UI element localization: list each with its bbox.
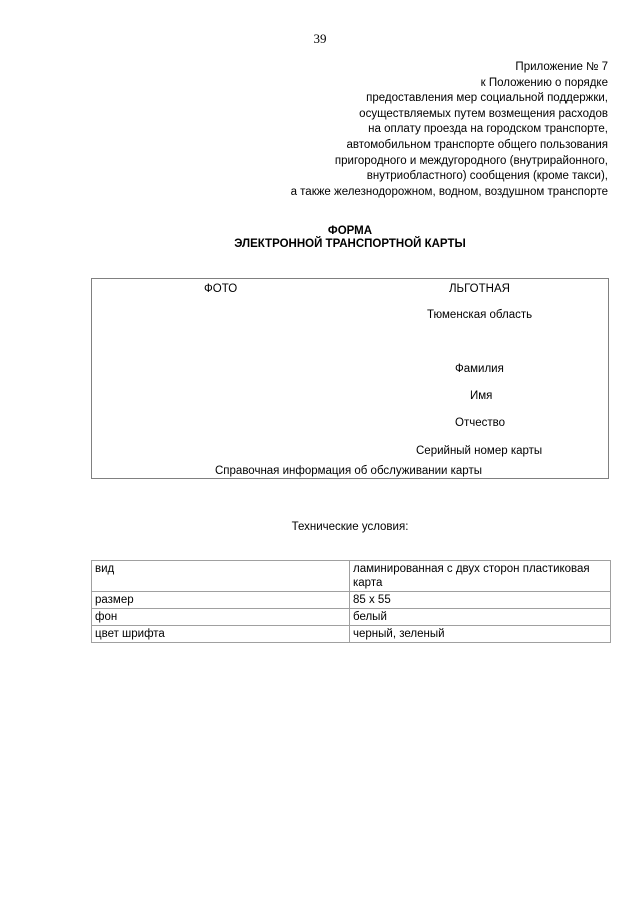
card-last-name-label: Фамилия	[455, 363, 504, 375]
appendix-line: осуществляемых путем возмещения расходов	[359, 107, 608, 120]
spec-name: фон	[92, 609, 350, 626]
card-serial-label: Серийный номер карты	[416, 445, 543, 457]
appendix-line: автомобильном транспорте общего пользования	[346, 138, 608, 151]
spec-value: 85 x 55	[350, 592, 611, 609]
appendix-line: предоставления мер социальной поддержки,	[366, 92, 608, 105]
form-title	[0, 225, 640, 251]
card-type-label: ЛЬГОТНАЯ	[449, 283, 510, 295]
card-region-label: Тюменская область	[427, 309, 533, 321]
specs-table	[91, 560, 611, 643]
tech-conditions-title: Технические условия:	[291, 521, 409, 533]
appendix-line: Приложение № 7	[515, 61, 608, 73]
appendix-header	[208, 60, 608, 200]
table-row	[92, 561, 611, 592]
form-title-line: ФОРМА	[327, 225, 373, 237]
appendix-line: внутриобластного) сообщения (кроме такси),	[366, 170, 608, 183]
table-row	[92, 626, 611, 643]
spec-value: ламинированная с двух сторон пластиковая карта	[350, 561, 611, 592]
appendix-line: пригородного и междугородного (внутрирайонного,	[334, 154, 608, 167]
appendix-line: к Положению о порядке	[480, 76, 608, 89]
card-photo-label: ФОТО	[204, 283, 238, 295]
form-title-line: ЭЛЕКТРОННОЙ ТРАНСПОРТНОЙ КАРТЫ	[234, 238, 466, 250]
card-info-label: Справочная информация об обслуживании карты	[215, 465, 482, 477]
spec-value: белый	[350, 609, 611, 626]
spec-value: черный, зеленый	[350, 626, 611, 643]
card-middle-name-label: Отчество	[455, 417, 505, 429]
appendix-line: а также железнодорожном, водном, воздушном транспорте	[290, 185, 608, 198]
card-first-name-label: Имя	[470, 390, 493, 402]
table-row	[92, 592, 611, 609]
transport-card-layout	[91, 278, 609, 479]
page-number: 39	[313, 31, 327, 46]
spec-name: размер	[92, 592, 350, 609]
spec-name: вид	[92, 561, 350, 592]
table-row	[92, 609, 611, 626]
spec-name: цвет шрифта	[92, 626, 350, 643]
appendix-line: на оплату проезда на городском транспорте,	[368, 123, 608, 136]
